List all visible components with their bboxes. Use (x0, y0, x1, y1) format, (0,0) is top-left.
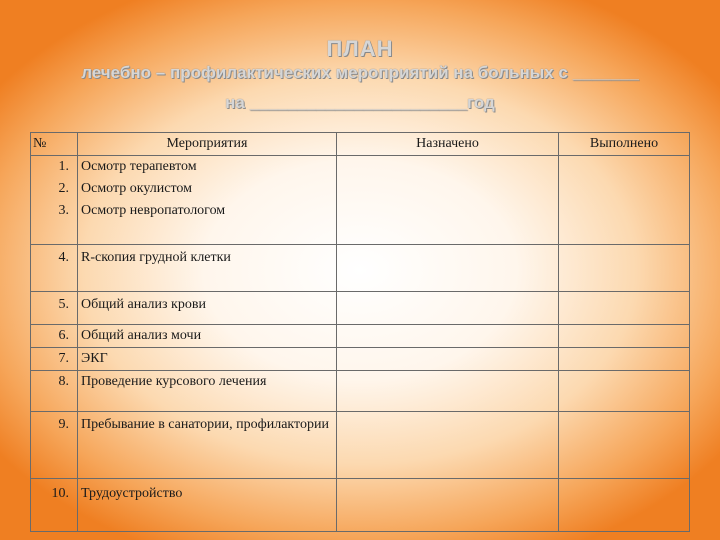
done-cell (559, 348, 690, 371)
plan-table (30, 132, 690, 532)
table-row (31, 292, 690, 325)
activity-text: Трудоустройство (78, 479, 337, 532)
table-row (31, 412, 690, 479)
header-done: Выполнено (559, 133, 690, 156)
table-row (31, 479, 690, 532)
row-number: 6. (31, 325, 78, 348)
assigned-cell (337, 348, 559, 371)
activity-text: Пребывание в санатории, профилактории (78, 412, 337, 479)
row-number: 9. (31, 412, 78, 479)
activity-text: ЭКГ (78, 348, 337, 371)
done-cell (559, 479, 690, 532)
done-cell (559, 245, 690, 292)
activity-text: Проведение курсового лечения (78, 371, 337, 412)
done-cell (559, 412, 690, 479)
assigned-cell (337, 371, 559, 412)
table-row (31, 371, 690, 412)
assigned-cell (337, 292, 559, 325)
table-row (31, 245, 690, 292)
plan-title: ПЛАН (326, 36, 394, 61)
row-number: 7. (31, 348, 78, 371)
activity-text: Осмотр невропатологом (81, 203, 226, 218)
activity-text: Общий анализ крови (78, 292, 337, 325)
header-activities: Мероприятия (78, 133, 337, 156)
assigned-cell (337, 325, 559, 348)
row-number: 5. (31, 292, 78, 325)
row-number: 1. (58, 159, 69, 174)
done-cell (559, 325, 690, 348)
row-number: 8. (31, 371, 78, 412)
table-header-row (31, 133, 690, 156)
activity-text: R-скопия грудной клетки (78, 245, 337, 292)
assigned-cell (337, 479, 559, 532)
row-number: 2. (58, 181, 69, 196)
activity-text: Осмотр окулистом (81, 181, 192, 196)
done-cell (559, 292, 690, 325)
activity-text: Осмотр терапевтом (81, 159, 197, 174)
assigned-cell (337, 156, 559, 245)
header-assigned: Назначено (337, 133, 559, 156)
row-number: 3. (58, 203, 69, 218)
table-row (31, 348, 690, 371)
table-row (31, 325, 690, 348)
row-number: 10. (31, 479, 78, 532)
table-row (31, 156, 690, 245)
row-number: 4. (31, 245, 78, 292)
done-cell (559, 371, 690, 412)
row-numbers (31, 156, 78, 245)
activity-text: Общий анализ мочи (78, 325, 337, 348)
assigned-cell (337, 245, 559, 292)
plan-subtitle: лечебно – профилактических мероприятий на больных с _______ (81, 63, 639, 82)
header-number: № (31, 133, 78, 156)
assigned-cell (337, 412, 559, 479)
plan-year-line: на _______________________год (225, 93, 495, 112)
done-cell (559, 156, 690, 245)
row-activities (78, 156, 337, 245)
